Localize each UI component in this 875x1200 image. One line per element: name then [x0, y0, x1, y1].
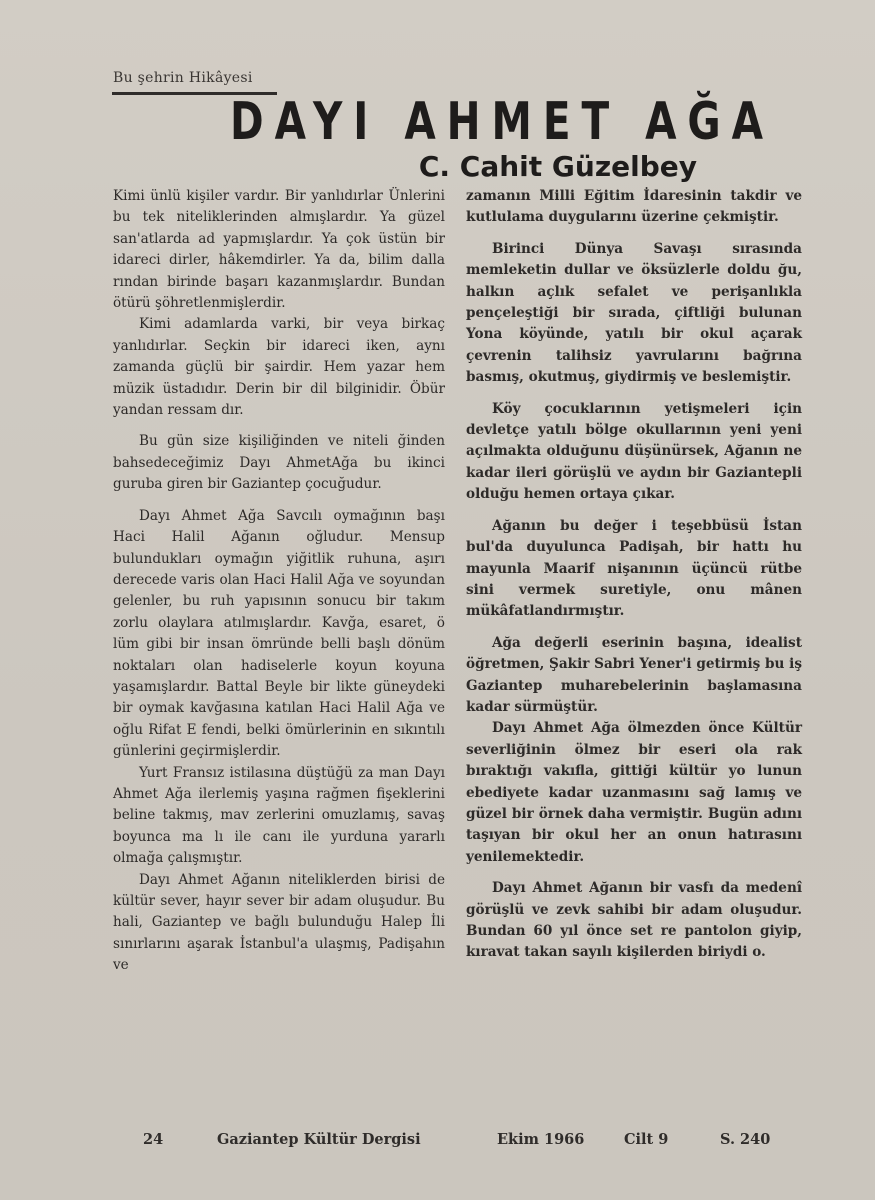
paragraph: Ağa değerli eserinin başına, idealist öğretmen, Şakir Sabri Yener'i getirmiş bu iş Gaziantep muharebelerinin başlamasına kadar sürmüştür. — [466, 634, 802, 715]
paragraph: Bu gün size kişiliğinden ve niteli ğinden bahsedeceğimiz Dayı AhmetAğa bu ikinci guruba giren bir Gaziantep çocuğudur. — [113, 433, 445, 493]
paragraph: Dayı Ahmet Ağanın niteliklerden birisi de kültür sever, hayır sever bir adam oluşudur. Bu hali, Gaziantep ve bağlı bulunduğu Halep İli sınırlarını aşarak İstanbul'a ulaşmış, Padişahın ve — [113, 871, 445, 974]
article-title: DAYI AHMET AĞA — [230, 92, 774, 152]
issue-number: S. 240 — [720, 1131, 771, 1148]
paragraph: Dayı Ahmet Ağa ölmezden önce Kültür severliğinin ölmez bir eseri ola rak bıraktığı vakıfla, gittiği kültür yo lunun ebediyete kadar uzanmasını sağ lamış ve güzel bir örnek daha vermiştir. Bugün adını taşıyan bir okul her an onun hatırasını yenilemektedir. — [466, 720, 802, 865]
paragraph: Birinci Dünya Savaşı sırasında memleketin dullar ve öksüzlerle doldu ğu, halkın açlık sefalet ve perişanlıkla pençeleştiği bir sırada, çiftliği bulunan Yona köyünde, yatılı bir okul açarak çevrenin talihsiz yavrularını bağrına basmış, okutmuş, giydirmiş ve beslemiştir. — [466, 240, 802, 386]
volume-number: Cilt 9 — [624, 1131, 669, 1148]
left-column — [113, 186, 445, 977]
issue-date: Ekim 1966 — [497, 1131, 585, 1148]
paragraph: Köy çocuklarının yetişmeleri için devletçe yatılı bölge okullarının yeni yeni açılmakta olduğunu düşünürsek, Ağanın ne kadar ileri görüşlü ve aydın bir Gaziantepli olduğu hemen ortaya çıkar. — [466, 400, 802, 503]
paragraph: zamanın Milli Eğitim İdaresinin takdir ve kutlulama duygularını üzerine çekmiştir. — [466, 188, 802, 226]
paragraph: Kimi ünlü kişiler vardır. Bir yanlıdırlar Ünlerini bu tek niteliklerinden almışlardır. Ya güzel san'atlarda ad yapmışlardır. Ya çok üstün bir idareci dirler, hâkemdirler. Ya da, bilim dalla rından birinde başarı kazanmışlardır. Bundan ötürü şöhretlenmişlerdir. — [113, 188, 445, 312]
article-author: C. Cahit Güzelbey — [418, 150, 697, 183]
section-label: Bu şehrin Hikâyesi — [113, 70, 253, 86]
paragraph: Ağanın bu değer i teşebbüsü İstan bul'da duyulunca Padişah, bir hattı hu mayunla Maarif nişanının üçüncü rütbe sini vermek suretiyle, onu mânen mükâfatlandırmıştır. — [466, 517, 802, 620]
paragraph: Yurt Fransız istilasına düştüğü za man Dayı Ahmet Ağa ilerlemiş yaşına rağmen fişeklerini beline takmış, mav zerlerini omuzlamış, savaş boyunca ma lı ile canı ile yurduna yararlı olmağa çalışmıştır. — [113, 764, 445, 867]
journal-name: Gaziantep Kültür Dergisi — [217, 1131, 421, 1148]
right-column — [466, 186, 802, 964]
page-number: 24 — [143, 1131, 164, 1148]
paragraph: Kimi adamlarda varki, bir veya birkaç yanlıdırlar. Seçkin bir idareci iken, aynı zamanda güçlü bir şairdir. Hem yazar hem müzik üstadıdır. Derin bir dil bilginidir. Öbür yandan ressam dır. — [113, 316, 445, 419]
paragraph: Dayı Ahmet Ağa Savcılı oymağının başı Haci Halil Ağanın oğludur. Mensup bulundukları oymağın yiğitlik ruhuna, aşırı derecede varis olan Haci Halil Ağa ve soyundan gelenler, bu ruh yapısının sonucu bir takım zorlu olaylara atılmışlardır. Kavğa, esaret, ö lüm gibi bir insan ömründe belli başlı dönüm noktaları olan hadiselerle koyun koyuna yaşamışlardır. Battal Beyle bir likte güneydeki bir oymak kavğasına katılan Haci Halil Ağa ve oğlu Rifat E fendi, belki ömürlerinin en sıkıntılı günlerini geçirmişlerdir. — [113, 507, 445, 760]
paragraph: Dayı Ahmet Ağanın bir vasfı da medenî görüşlü ve zevk sahibi bir adam oluşudur. Bundan 60 yıl önce set re pantolon giyip, kıravat takan sayılı kişilerden biriydi o. — [466, 880, 802, 961]
